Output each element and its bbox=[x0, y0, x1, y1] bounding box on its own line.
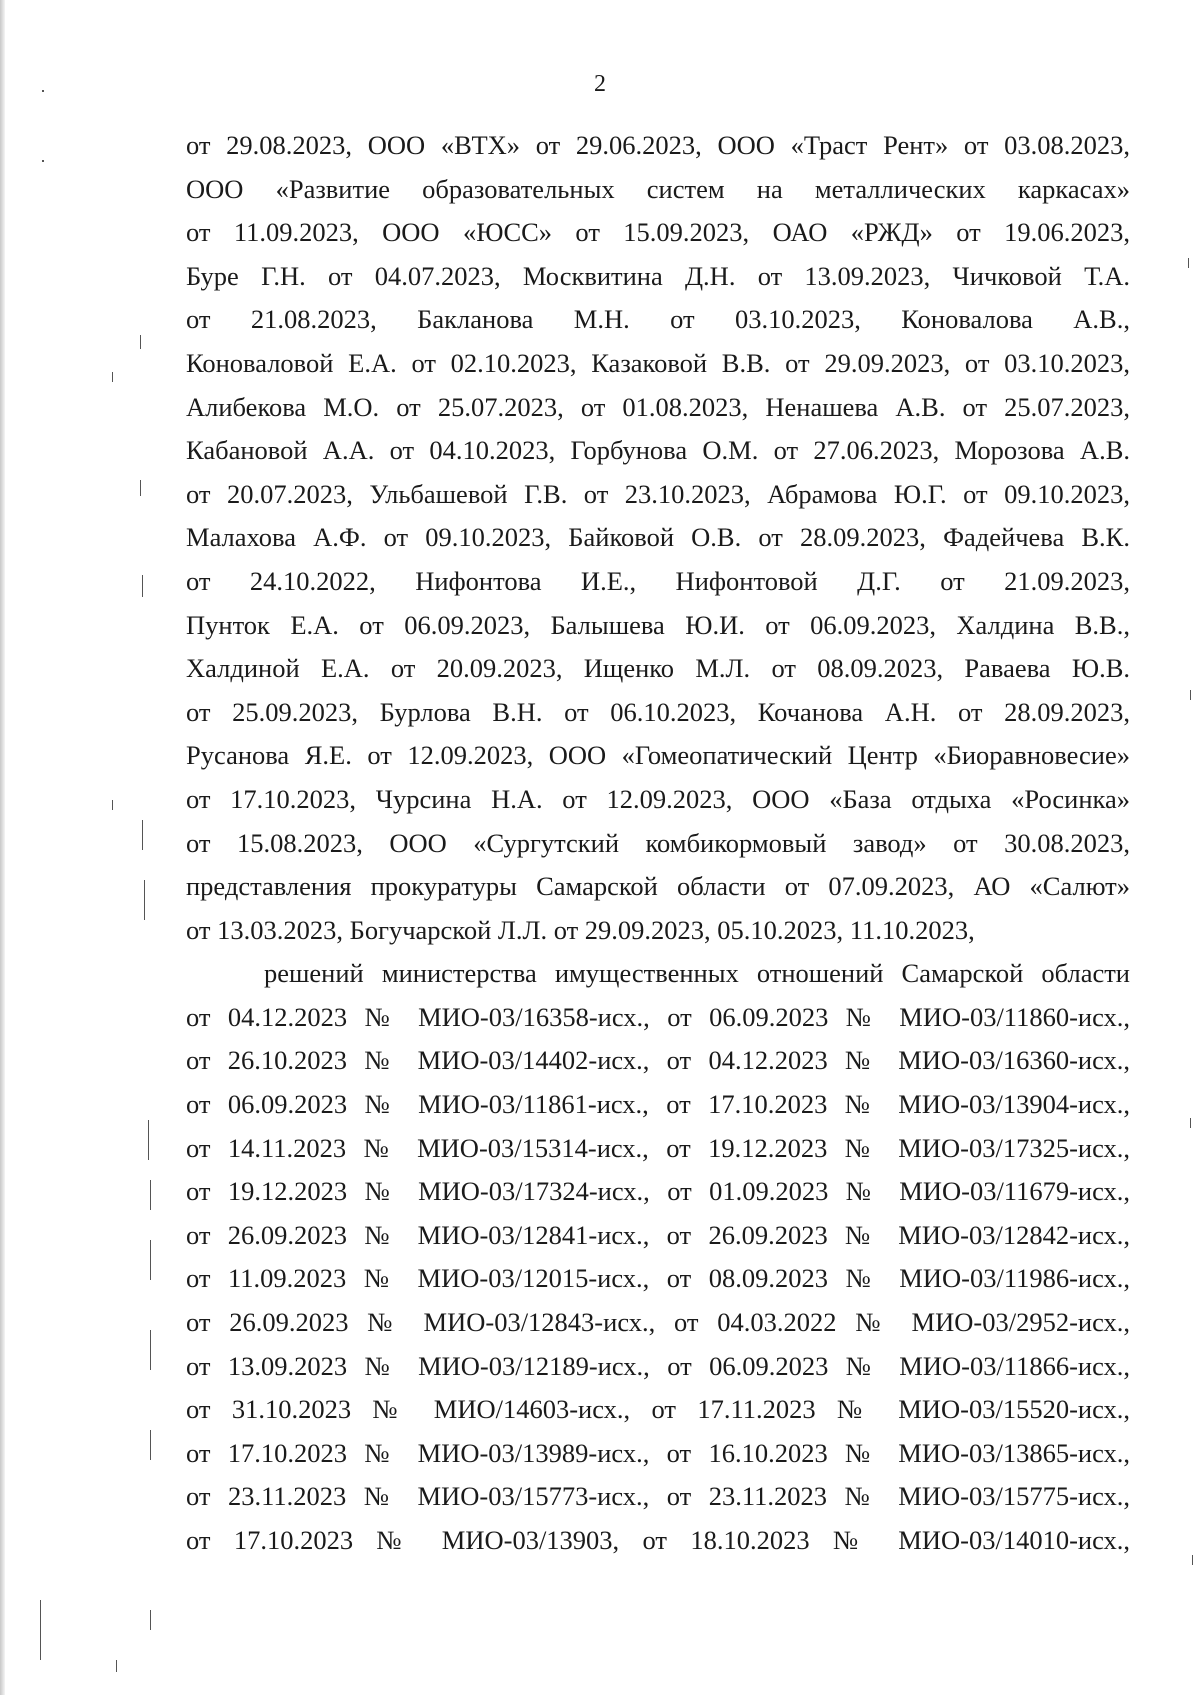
scan-speck bbox=[150, 1610, 151, 1630]
text-line: Русанова Я.Е. от 12.09.2023, ООО «Гомеопатический Центр «Биоравновесие» bbox=[186, 740, 1130, 771]
scan-speck bbox=[1192, 1555, 1193, 1565]
text-line: Пунток Е.А. от 06.09.2023, Балышева Ю.И. от 06.09.2023, Халдина В.В., bbox=[186, 609, 1130, 640]
scan-speck bbox=[112, 800, 113, 810]
text-line: решений министерства имущественных отношений Самарской области bbox=[264, 958, 1130, 989]
document-body bbox=[186, 124, 1130, 1563]
text-line: от 24.10.2022, Нифонтова И.Е., Нифонтовой Д.Г. от 21.09.2023, bbox=[186, 565, 1130, 596]
text-line: от 26.09.2023 № МИО-03/12843-исх., от 04.03.2022 № МИО-03/2952-исх., bbox=[186, 1307, 1130, 1338]
text-line: Малахова А.Ф. от 09.10.2023, Байковой О.В. от 28.09.2023, Фадейчева В.К. bbox=[186, 522, 1130, 553]
scan-speck bbox=[150, 1430, 151, 1460]
scan-speck bbox=[142, 820, 143, 850]
scan-speck bbox=[1190, 1118, 1191, 1128]
text-line: от 13.03.2023, Богучарской Л.Л. от 29.09.2023, 05.10.2023, 11.10.2023, bbox=[186, 914, 975, 945]
scan-speck bbox=[40, 1600, 41, 1660]
text-line: от 21.08.2023, Бакланова М.Н. от 03.10.2023, Коновалова А.В., bbox=[186, 304, 1130, 335]
text-line: Кабановой А.А. от 04.10.2023, Горбунова О.М. от 27.06.2023, Морозова А.В. bbox=[186, 435, 1130, 466]
text-line: Халдиной Е.А. от 20.09.2023, Ищенко М.Л. от 08.09.2023, Раваева Ю.В. bbox=[186, 653, 1130, 684]
scan-speck bbox=[112, 372, 113, 382]
scan-left-edge bbox=[0, 0, 5, 1695]
paragraph bbox=[186, 124, 1130, 952]
text-line: представления прокуратуры Самарской области от 07.09.2023, АО «Салют» bbox=[186, 871, 1130, 902]
text-line: от 11.09.2023, ООО «ЮСС» от 15.09.2023, ОАО «РЖД» от 19.06.2023, bbox=[186, 217, 1130, 248]
text-line: от 17.10.2023 № МИО-03/13903, от 18.10.2023 № МИО-03/14010-исх., bbox=[186, 1525, 1130, 1555]
text-line: ООО «Развитие образовательных систем на металлических каркасах» bbox=[186, 173, 1130, 204]
scan-speck bbox=[150, 1180, 151, 1210]
text-line: от 26.09.2023 № МИО-03/12841-исх., от 26.09.2023 № МИО-03/12842-исх., bbox=[186, 1219, 1130, 1250]
scan-speck bbox=[150, 1330, 151, 1370]
text-line: от 29.08.2023, ООО «ВТХ» от 29.06.2023, ООО «Траст Рент» от 03.08.2023, bbox=[186, 130, 1130, 160]
text-line: от 17.10.2023 № МИО-03/13989-исх., от 16.10.2023 № МИО-03/13865-исх., bbox=[186, 1437, 1130, 1468]
scan-speck bbox=[150, 1240, 151, 1280]
text-line: от 25.09.2023, Бурлова В.Н. от 06.10.2023, Кочанова А.Н. от 28.09.2023, bbox=[186, 696, 1130, 727]
scan-speck bbox=[140, 335, 141, 349]
scan-speck bbox=[148, 1120, 149, 1160]
text-line: от 13.09.2023 № МИО-03/12189-исх., от 06.09.2023 № МИО-03/11866-исх., bbox=[186, 1350, 1130, 1381]
text-line: Буре Г.Н. от 04.07.2023, Москвитина Д.Н. от 13.09.2023, Чичковой Т.А. bbox=[186, 260, 1130, 291]
text-line: от 04.12.2023 № МИО-03/16358-исх., от 06.09.2023 № МИО-03/11860-исх., bbox=[186, 1001, 1130, 1032]
text-line: от 23.11.2023 № МИО-03/15773-исх., от 23.11.2023 № МИО-03/15775-исх., bbox=[186, 1481, 1130, 1512]
scan-speck bbox=[42, 160, 44, 162]
page-number: 2 bbox=[594, 71, 606, 97]
text-line: от 14.11.2023 № МИО-03/15314-исх., от 19.12.2023 № МИО-03/17325-исх., bbox=[186, 1132, 1130, 1163]
paragraph bbox=[186, 952, 1130, 1562]
text-line: от 26.10.2023 № МИО-03/14402-исх., от 04.12.2023 № МИО-03/16360-исх., bbox=[186, 1045, 1130, 1076]
scan-speck bbox=[140, 480, 141, 496]
text-line: от 31.10.2023 № МИО/14603-исх., от 17.11.2023 № МИО-03/15520-исх., bbox=[186, 1394, 1130, 1425]
text-line: от 17.10.2023, Чурсина Н.А. от 12.09.2023, ООО «База отдыха «Росинка» bbox=[186, 783, 1130, 814]
text-line: от 19.12.2023 № МИО-03/17324-исх., от 01.09.2023 № МИО-03/11679-исх., bbox=[186, 1176, 1130, 1207]
scan-speck bbox=[1188, 258, 1189, 268]
text-line: от 06.09.2023 № МИО-03/11861-исх., от 17.10.2023 № МИО-03/13904-исх., bbox=[186, 1089, 1130, 1120]
scan-speck bbox=[142, 575, 143, 597]
scan-speck bbox=[1190, 690, 1191, 700]
text-line: Коноваловой Е.А. от 02.10.2023, Казаковой В.В. от 29.09.2023, от 03.10.2023, bbox=[186, 347, 1130, 378]
scan-speck bbox=[144, 880, 145, 920]
text-line: от 15.08.2023, ООО «Сургутский комбикормовый завод» от 30.08.2023, bbox=[186, 827, 1130, 858]
text-line: от 11.09.2023 № МИО-03/12015-исх., от 08.09.2023 № МИО-03/11986-исх., bbox=[186, 1263, 1130, 1294]
text-line: от 20.07.2023, Ульбашевой Г.В. от 23.10.2023, Абрамова Ю.Г. от 09.10.2023, bbox=[186, 478, 1130, 509]
text-line: Алибекова М.О. от 25.07.2023, от 01.08.2023, Ненашева А.В. от 25.07.2023, bbox=[186, 391, 1130, 422]
scan-speck bbox=[116, 1660, 117, 1672]
